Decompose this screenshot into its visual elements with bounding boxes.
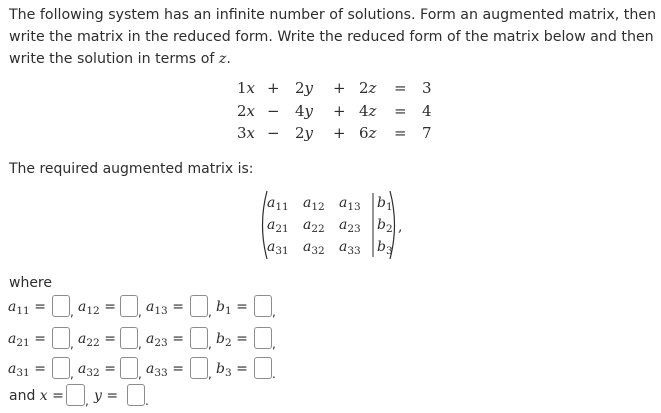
- term-3: 6z: [359, 124, 377, 142]
- matrix-cell-b3: $b_3$: [377, 239, 393, 257]
- matrix-cell-a22: $a_{22}$: [303, 217, 325, 235]
- term-1: 2x: [237, 101, 256, 120]
- matrix-trailing-comma: ,: [398, 219, 403, 235]
- matrix-cell-a31: $a_{31}$: [267, 239, 289, 257]
- augmented-matrix-label: The required augmented matrix is:: [9, 161, 254, 177]
- operator-2: +: [333, 124, 346, 142]
- problem-period: .: [226, 51, 231, 67]
- operator-1: +: [267, 79, 280, 97]
- term-2: 2y: [295, 124, 314, 142]
- matrix-cell-a23: $a_{23}$: [339, 217, 361, 235]
- problem-text: The following system has an infinite number of solutions. Form an augmented matrix, then write the matrix in the reduced form. Write the reduced form of the matrix below and then write the solution in terms of: [9, 7, 657, 67]
- label-solution-y: y =: [94, 388, 119, 404]
- input-a13[interactable]: [190, 295, 208, 317]
- system-row-2: [237, 102, 437, 125]
- operator-2: +: [333, 101, 346, 120]
- label-solution-x: and x =: [9, 388, 64, 404]
- label-b1: $b_1$ =: [216, 299, 248, 317]
- separator: ,: [85, 394, 89, 408]
- system-row-1: [237, 79, 437, 102]
- matrix-cell-a32: $a_{32}$: [303, 239, 325, 257]
- term-3: 2z: [359, 79, 377, 97]
- label-a32: $a_{32}$ =: [78, 361, 116, 379]
- end-period: .: [272, 367, 276, 381]
- term-1: 1x: [237, 79, 256, 97]
- label-a22: $a_{22}$ =: [78, 331, 116, 349]
- label-b2: $b_2$ =: [216, 331, 248, 349]
- matrix-cell-a13: $a_{13}$: [339, 195, 361, 213]
- operator-2: +: [333, 79, 346, 97]
- matrix-cell-a11: $a_{11}$: [267, 195, 289, 213]
- matrix-cell-a21: $a_{21}$: [267, 217, 289, 235]
- separator: ,: [138, 305, 142, 319]
- input-x-solution[interactable]: [66, 384, 85, 406]
- matrix-cell-b1: $b_1$: [377, 195, 393, 213]
- separator: ,: [70, 367, 74, 381]
- separator: ,: [208, 337, 212, 351]
- term-3: 4z: [359, 101, 377, 120]
- separator: ,: [272, 337, 276, 351]
- equals: =: [394, 124, 407, 142]
- label-a33: $a_{33}$ =: [146, 361, 184, 379]
- input-a23[interactable]: [190, 327, 208, 349]
- label-a31: $a_{31}$ =: [8, 361, 46, 379]
- input-a21[interactable]: [52, 327, 70, 349]
- separator: ,: [138, 367, 142, 381]
- linear-system: [237, 79, 437, 147]
- input-a22[interactable]: [120, 327, 138, 349]
- label-a23: $a_{23}$ =: [146, 331, 184, 349]
- label-a13: $a_{13}$ =: [146, 299, 184, 317]
- input-a32[interactable]: [120, 357, 138, 379]
- label-a21: $a_{21}$ =: [8, 331, 46, 349]
- term-1: 3x: [237, 124, 256, 142]
- input-b1[interactable]: [254, 295, 272, 317]
- separator: ,: [138, 337, 142, 351]
- term-2: 2y: [295, 79, 314, 97]
- augmented-matrix: [259, 189, 403, 261]
- variable-z: z: [218, 51, 227, 67]
- separator: ,: [208, 367, 212, 381]
- matrix-cell-b2: $b_2$: [377, 217, 393, 235]
- problem-statement: [9, 4, 657, 70]
- term-2: 4y: [295, 101, 314, 120]
- label-b3: $b_3$ =: [216, 361, 248, 379]
- input-a11[interactable]: [52, 295, 70, 317]
- rhs: 3: [422, 79, 432, 97]
- rhs: 7: [422, 124, 432, 142]
- where-label: where: [9, 275, 52, 291]
- label-a11: $a_{11}$ =: [8, 299, 46, 317]
- matrix-cell-a12: $a_{12}$: [303, 195, 325, 213]
- separator: ,: [70, 337, 74, 351]
- input-b2[interactable]: [254, 327, 272, 349]
- operator-1: −: [267, 124, 280, 142]
- input-b3[interactable]: [254, 357, 272, 379]
- input-a12[interactable]: [120, 295, 138, 317]
- label-a12: $a_{12}$ =: [78, 299, 116, 317]
- input-a33[interactable]: [190, 357, 208, 379]
- operator-1: −: [267, 101, 280, 120]
- rhs: 4: [422, 101, 432, 120]
- separator: ,: [208, 305, 212, 319]
- separator: ,: [70, 305, 74, 319]
- input-a31[interactable]: [52, 357, 70, 379]
- end-period: .: [145, 394, 149, 408]
- separator: ,: [272, 305, 276, 319]
- equals: =: [394, 101, 407, 120]
- equals: =: [394, 79, 407, 97]
- matrix-cell-a33: $a_{33}$: [339, 239, 361, 257]
- system-row-3: [237, 124, 437, 147]
- input-y-solution[interactable]: [127, 384, 145, 406]
